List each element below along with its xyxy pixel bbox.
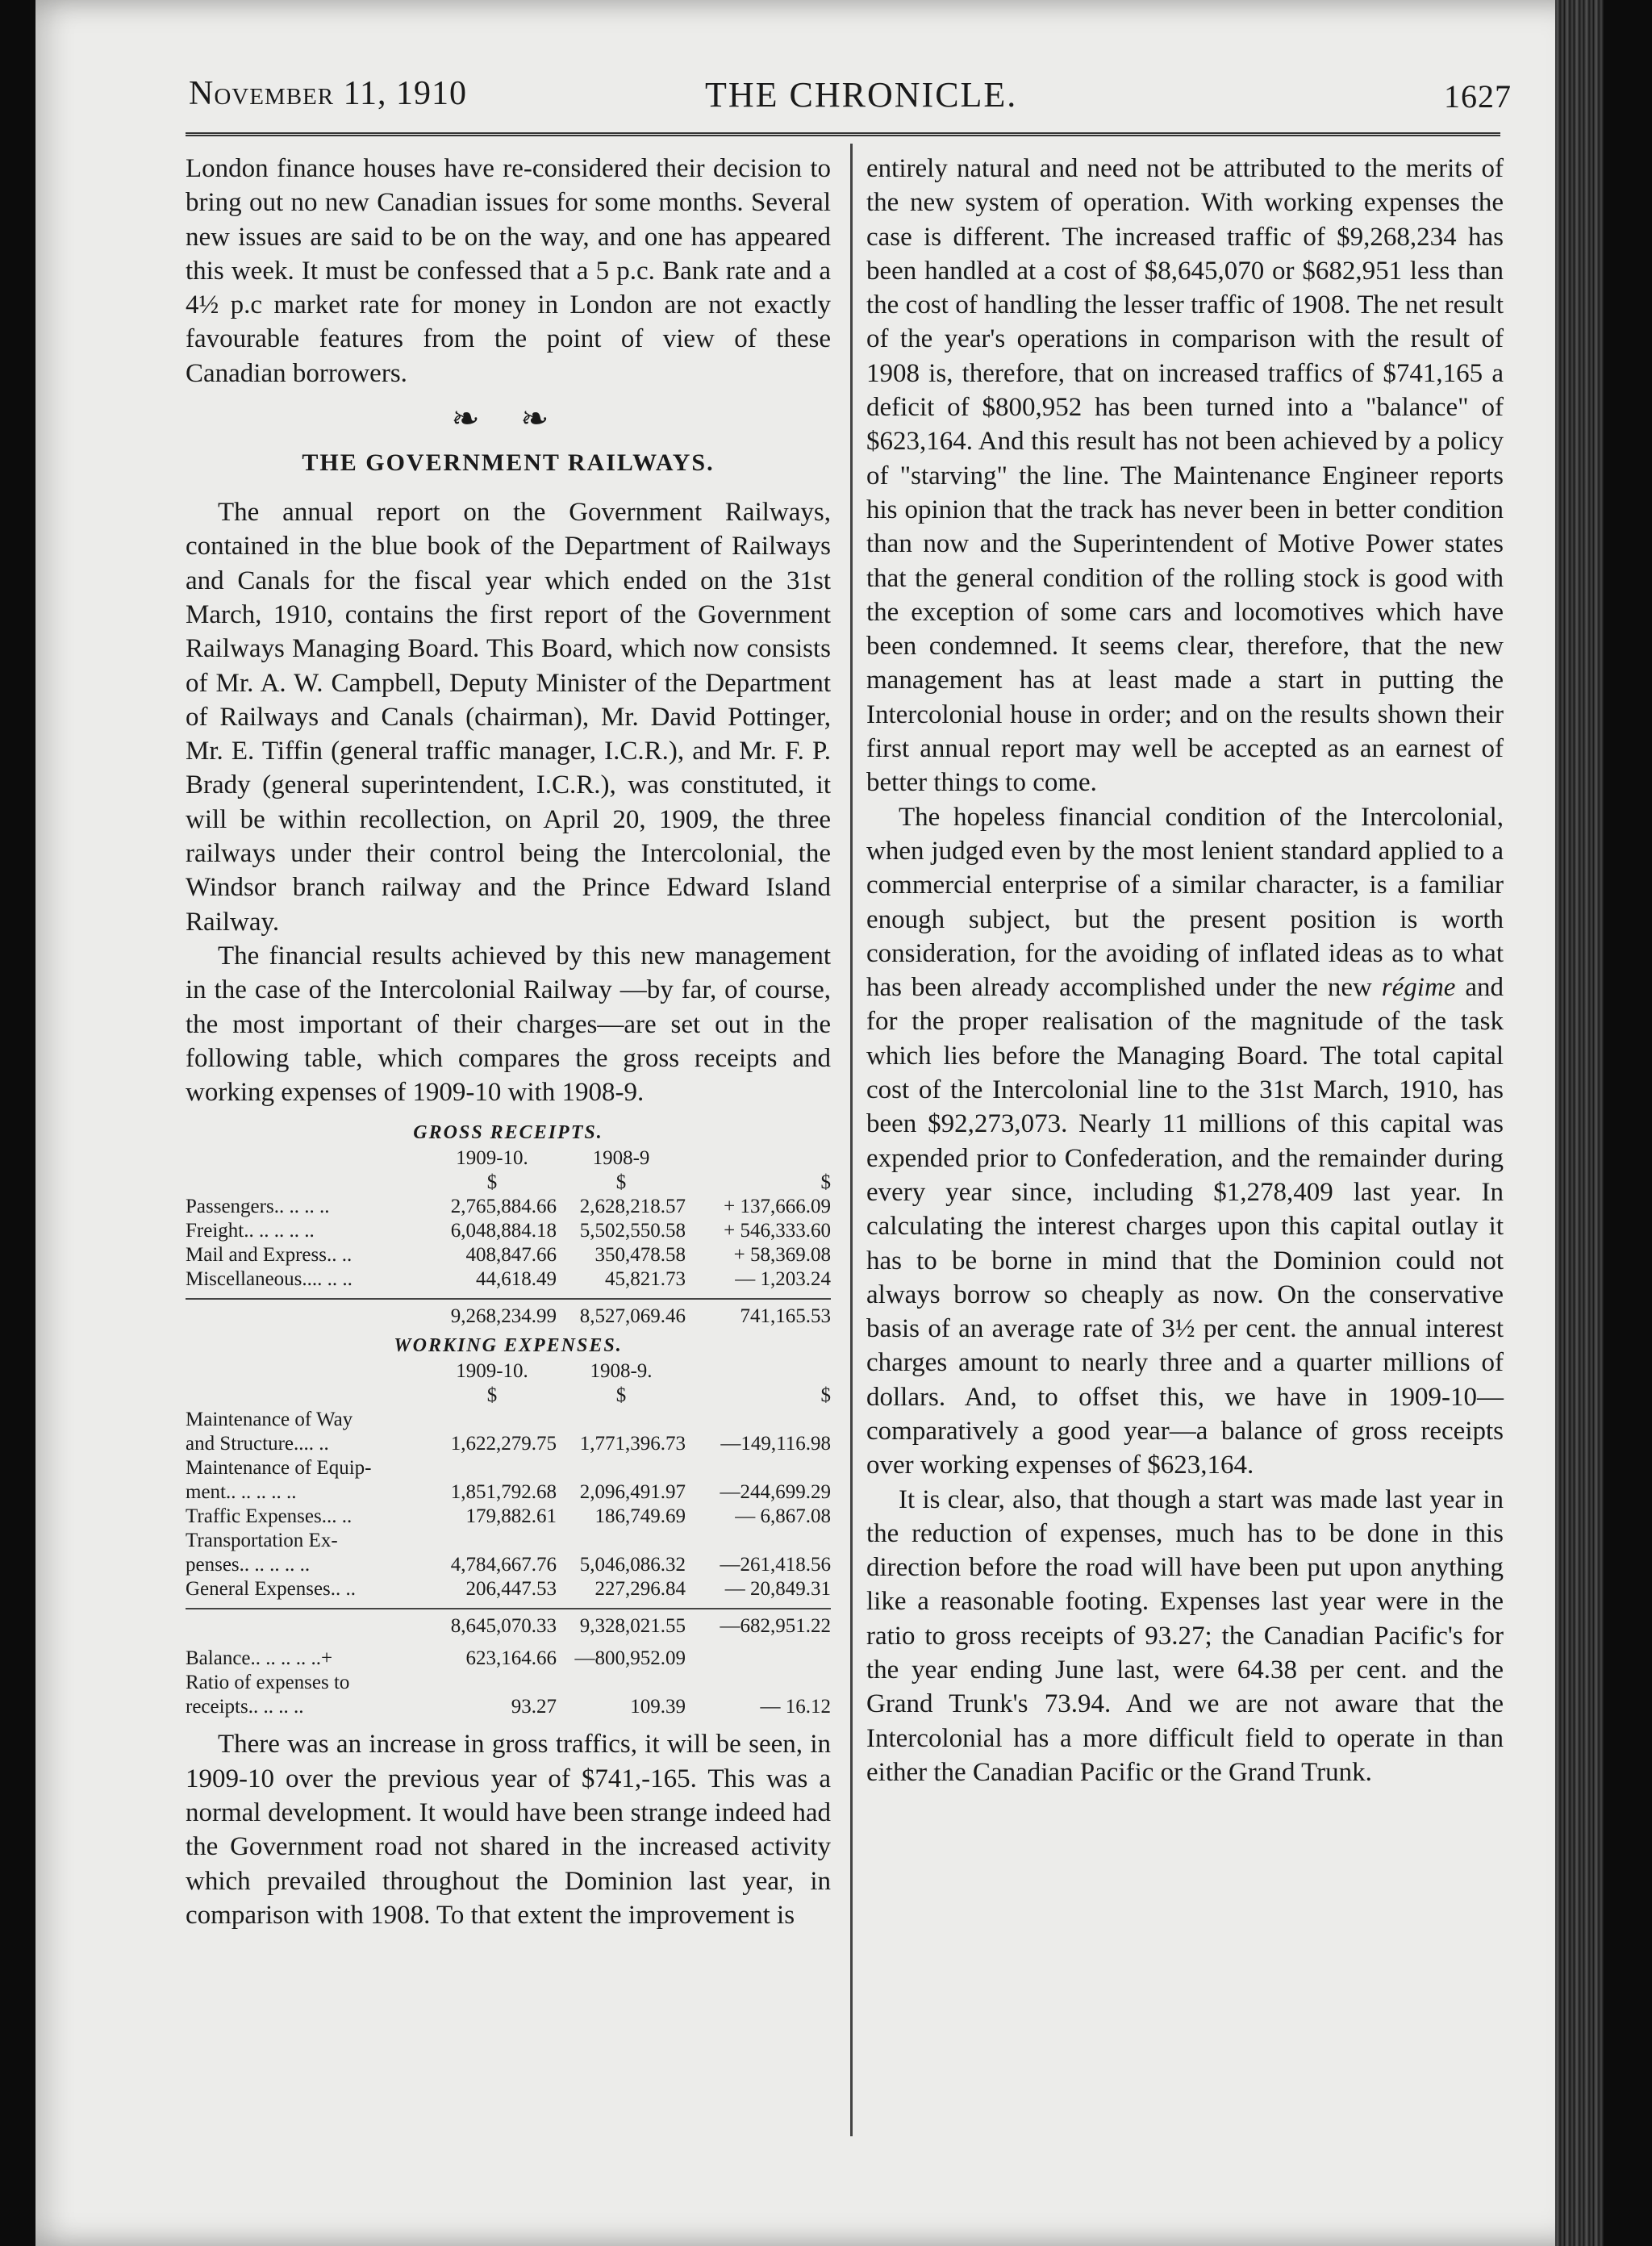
ratio-row <box>186 1695 831 1719</box>
paragraph-working-expenses: entirely natural and need not be attributed to the merits of the new system of operation. With working expenses the case is different. The increased traffic of $9,268,234 has been handled at a cost of $8,645,070 or $682,951 less than the cost of handling the lesser traffic of 1908. The net result of the year's operations in comparison with the result of 1908 is, therefore, that on increased traffics of $741,165 a deficit of $800,952 has been turned into a "balance" of $623,164. And this result has not been achieved by a policy of "starving" the line. The Maintenance Engineer reports his opinion that the track has never been in better condition than now and the Superintendent of Motive Power states that the general condition of the rolling stock is good with the exception of some cars and locomotives which have been condemned. It seems clear, therefore, that the new management has at least made a start in putting the Intercolonial house in order; and on the results shown their first annual report may well be accepted as an earnest of better things to come. <box>866 154 1504 798</box>
year-col-1: 1909-10. <box>456 1147 528 1170</box>
row-label: Balance.. .. .. .. ..+ <box>186 1647 333 1670</box>
table-cell: — 20,849.31 <box>724 1578 831 1601</box>
table-cell: 206,447.53 <box>465 1578 557 1601</box>
header-rule <box>186 132 1500 136</box>
table-cell: —244,699.29 <box>720 1481 831 1504</box>
row-label: Ratio of expenses to <box>186 1672 350 1694</box>
table-cell: 109.39 <box>630 1696 686 1718</box>
paragraph-increase-traffics: There was an increase in gross traffics, it will be seen, in 1909-10 over the previous year of $741,-165. This was a normal development. It would have been strange indeed had the Government road not shared in the increased activity which prevailed throughout the Dominion last year, in comparison with 1908. To that extent the improvement is <box>186 1730 831 1930</box>
table-dollar-row <box>186 1384 831 1408</box>
table-cell: + 137,666.09 <box>724 1196 831 1218</box>
paragraph-annual-report: The annual report on the Government Railways, contained in the blue book of the Department of Railways and Canals for the fiscal year which ended on the 31st March, 1910, contains the first report of the Government Railways Managing Board. This Board, which now consists of Mr. A. W. Campbell, Deputy Minister of the Department of Railways and Canals (chairman), Mr. David Pottinger, Mr. E. Tiffin (general traffic manager, I.C.R.), and Mr. F. P. Brady (general superintendent, I.C.R.), was constituted, it will be within recollection, on April 20, 1909, the three railways under their control being the Intercolonial, the Windsor branch railway and the Prince Edward Island Railway. <box>186 498 831 937</box>
table-cell: 2,765,884.66 <box>450 1196 557 1218</box>
gross-receipts-heading: GROSS RECEIPTS. <box>413 1122 603 1144</box>
table-years-row <box>186 1146 831 1171</box>
row-label: Maintenance of Way <box>186 1409 353 1431</box>
table-cell: 408,847.66 <box>465 1244 557 1267</box>
table-cell: 45,821.73 <box>605 1268 686 1291</box>
row-label: Mail and Express.. .. <box>186 1244 353 1267</box>
dollar-sign: $ <box>486 1171 498 1194</box>
gross-receipts-rows <box>186 1195 831 1292</box>
text-span: and for the proper realisation of the magnitude of the task which lies before the Managing Board. The total capital cost of the Intercolonial line to the 31st March, 1910, has been $92,273,073. Nearly 11 millions of this capital was expended prior to Confederation, and the remainder during every year since, including $1,278,409 last year. In calculating the interest charges upon this capital outlay it has to be borne in mind that the Dominion could not always borrow so cheaply as now. On the conservative basis of an average rate of 3½ per cent. the annual interest charges amount to nearly three and a quarter millions of dollars. And, to offset this, we have in 1909-10—comparatively a good year—a balance of gross receipts over working expenses of $623,164. <box>866 973 1504 1480</box>
table-cell: — 6,867.08 <box>735 1505 831 1528</box>
table-cell: + 58,369.08 <box>733 1244 831 1267</box>
table-cell: 8,645,070.33 <box>450 1615 557 1638</box>
paragraph-financial-results: The financial results achieved by this new management in the case of the Intercolonial Railway —by far, of course, the most important of their charges—are set out in the following table, which compares the gross receipts and working expenses of 1909-10 with 1908-9. <box>186 941 831 1108</box>
dollar-sign: $ <box>615 1171 627 1194</box>
table-cell: —261,418.56 <box>720 1554 831 1576</box>
table-cell: 5,046,086.32 <box>579 1554 686 1576</box>
page-header <box>189 74 1512 123</box>
table-cell: + 546,333.60 <box>724 1220 831 1242</box>
table-cell: 186,749.69 <box>594 1505 686 1528</box>
financial-table <box>186 1121 831 1719</box>
row-label: Transportation Ex- <box>186 1530 338 1552</box>
text-span: The hopeless financial condition of the Intercolonial, when judged even by the most lenient standard applied to a commercial enterprise of a similar character, is a familiar enough subject, but the present position is worth consideration, for the avoiding of inflated ideas as to what has been already accomplished under the new <box>866 802 1504 1003</box>
table-years-row <box>186 1359 831 1384</box>
header-date: November 11, 1910 <box>189 75 468 112</box>
row-label: Miscellaneous.... .. .. <box>186 1268 353 1291</box>
year-col-2: 1908-9 <box>592 1147 650 1170</box>
row-label: Maintenance of Equip- <box>186 1457 372 1480</box>
italic-regime: régime <box>1381 973 1456 1003</box>
table-row-label-line <box>186 1408 831 1432</box>
paragraph-reduction-expenses: It is clear, also, that though a start was made last year in the reduction of expenses, much has to be done in this direction before the road will have been put upon anything like a reasonable footing. Expenses last year were in the ratio to gross receipts of 93.27; the Canadian Pacific's for the year ending June last, were 64.38 per cent. and the Grand Trunk's 73.94. And we are not aware that the Intercolonial has a more difficult field to operate in than either the Canadian Pacific or the Grand Trunk. <box>866 1484 1504 1787</box>
balance-row <box>186 1647 831 1671</box>
year-col-1: 1909-10. <box>456 1360 528 1383</box>
row-label: General Expenses.. .. <box>186 1578 357 1601</box>
table-cell: 9,268,234.99 <box>450 1305 557 1328</box>
left-column <box>186 152 831 1932</box>
table-cell: 6,048,884.18 <box>450 1220 557 1242</box>
row-label: Freight.. .. .. .. .. <box>186 1220 315 1242</box>
paragraph-london-finance: London finance houses have re-considered their decision to bring out no new Canadian issues for some months. Several new issues are said to be on the way, and one has appeared this week. It must be confessed that a 5 p.c. Bank rate and a 4½ p.c market rate for money in London are not exactly favourable features from the point of view of these Canadian borrowers. <box>186 154 831 388</box>
table-row <box>186 1553 831 1577</box>
table-cell: —800,952.09 <box>574 1647 686 1670</box>
dollar-sign: $ <box>820 1384 831 1407</box>
table-row-label-line <box>186 1456 831 1480</box>
table-cell: 9,328,021.55 <box>579 1615 686 1638</box>
year-col-2: 1908-9. <box>590 1360 653 1383</box>
table-cell: — 16.12 <box>760 1696 831 1718</box>
table-cell: 1,771,396.73 <box>579 1433 686 1455</box>
table-cell: — 1,203.24 <box>735 1268 831 1291</box>
row-label: Traffic Expenses... .. <box>186 1505 353 1528</box>
ratio-label-row <box>186 1671 831 1695</box>
expenses-total-row <box>186 1608 831 1639</box>
column-divider <box>850 144 853 2136</box>
newspaper-page <box>35 0 1604 2246</box>
table-cell: —149,116.98 <box>720 1433 831 1455</box>
section-ornament: ❧ ❧ <box>451 401 565 439</box>
table-cell: —682,951.22 <box>720 1615 831 1638</box>
right-column <box>866 152 1504 1789</box>
table-cell: 44,618.49 <box>476 1268 557 1291</box>
dollar-sign: $ <box>615 1384 627 1407</box>
table-row <box>186 1505 831 1529</box>
paragraph-hopeless-condition <box>866 800 1504 1483</box>
dollar-sign: $ <box>820 1171 831 1194</box>
table-row <box>186 1577 831 1601</box>
table-cell: 93.27 <box>511 1696 557 1718</box>
table-cell: 741,165.53 <box>740 1305 831 1328</box>
table-cell: 179,882.61 <box>465 1505 557 1528</box>
table-row <box>186 1480 831 1505</box>
gross-total-row <box>186 1298 831 1329</box>
working-expenses-heading: WORKING EXPENSES. <box>394 1335 623 1357</box>
row-label: ment.. .. .. .. .. <box>186 1481 297 1504</box>
book-binding-edge <box>1555 0 1604 2246</box>
page-number: 1627 <box>1444 78 1512 115</box>
table-cell: 227,296.84 <box>594 1578 686 1601</box>
table-cell: 2,628,218.57 <box>579 1196 686 1218</box>
table-cell: 2,096,491.97 <box>579 1481 686 1504</box>
table-cell: 5,502,550.58 <box>579 1220 686 1242</box>
row-label: and Structure.... .. <box>186 1433 329 1455</box>
table-cell: 1,622,279.75 <box>450 1433 557 1455</box>
table-row <box>186 1243 831 1267</box>
table-cell: 623,164.66 <box>465 1647 557 1670</box>
table-row <box>186 1432 831 1456</box>
table-row-label-line <box>186 1529 831 1553</box>
publication-title: THE CHRONICLE. <box>705 75 1018 115</box>
row-label: penses.. .. .. .. .. <box>186 1554 311 1576</box>
row-label: Passengers.. .. .. .. <box>186 1196 330 1218</box>
table-row <box>186 1267 831 1292</box>
table-row <box>186 1219 831 1243</box>
table-cell: 8,527,069.46 <box>579 1305 686 1328</box>
working-expenses-rows <box>186 1408 831 1601</box>
table-cell: 350,478.58 <box>594 1244 686 1267</box>
dollar-sign: $ <box>486 1384 498 1407</box>
table-cell: 1,851,792.68 <box>450 1481 557 1504</box>
table-dollar-row <box>186 1171 831 1195</box>
section-title: THE GOVERNMENT RAILWAYS. <box>302 449 715 477</box>
table-row <box>186 1195 831 1219</box>
row-label: receipts.. .. .. .. <box>186 1696 304 1718</box>
table-cell: 4,784,667.76 <box>450 1554 557 1576</box>
